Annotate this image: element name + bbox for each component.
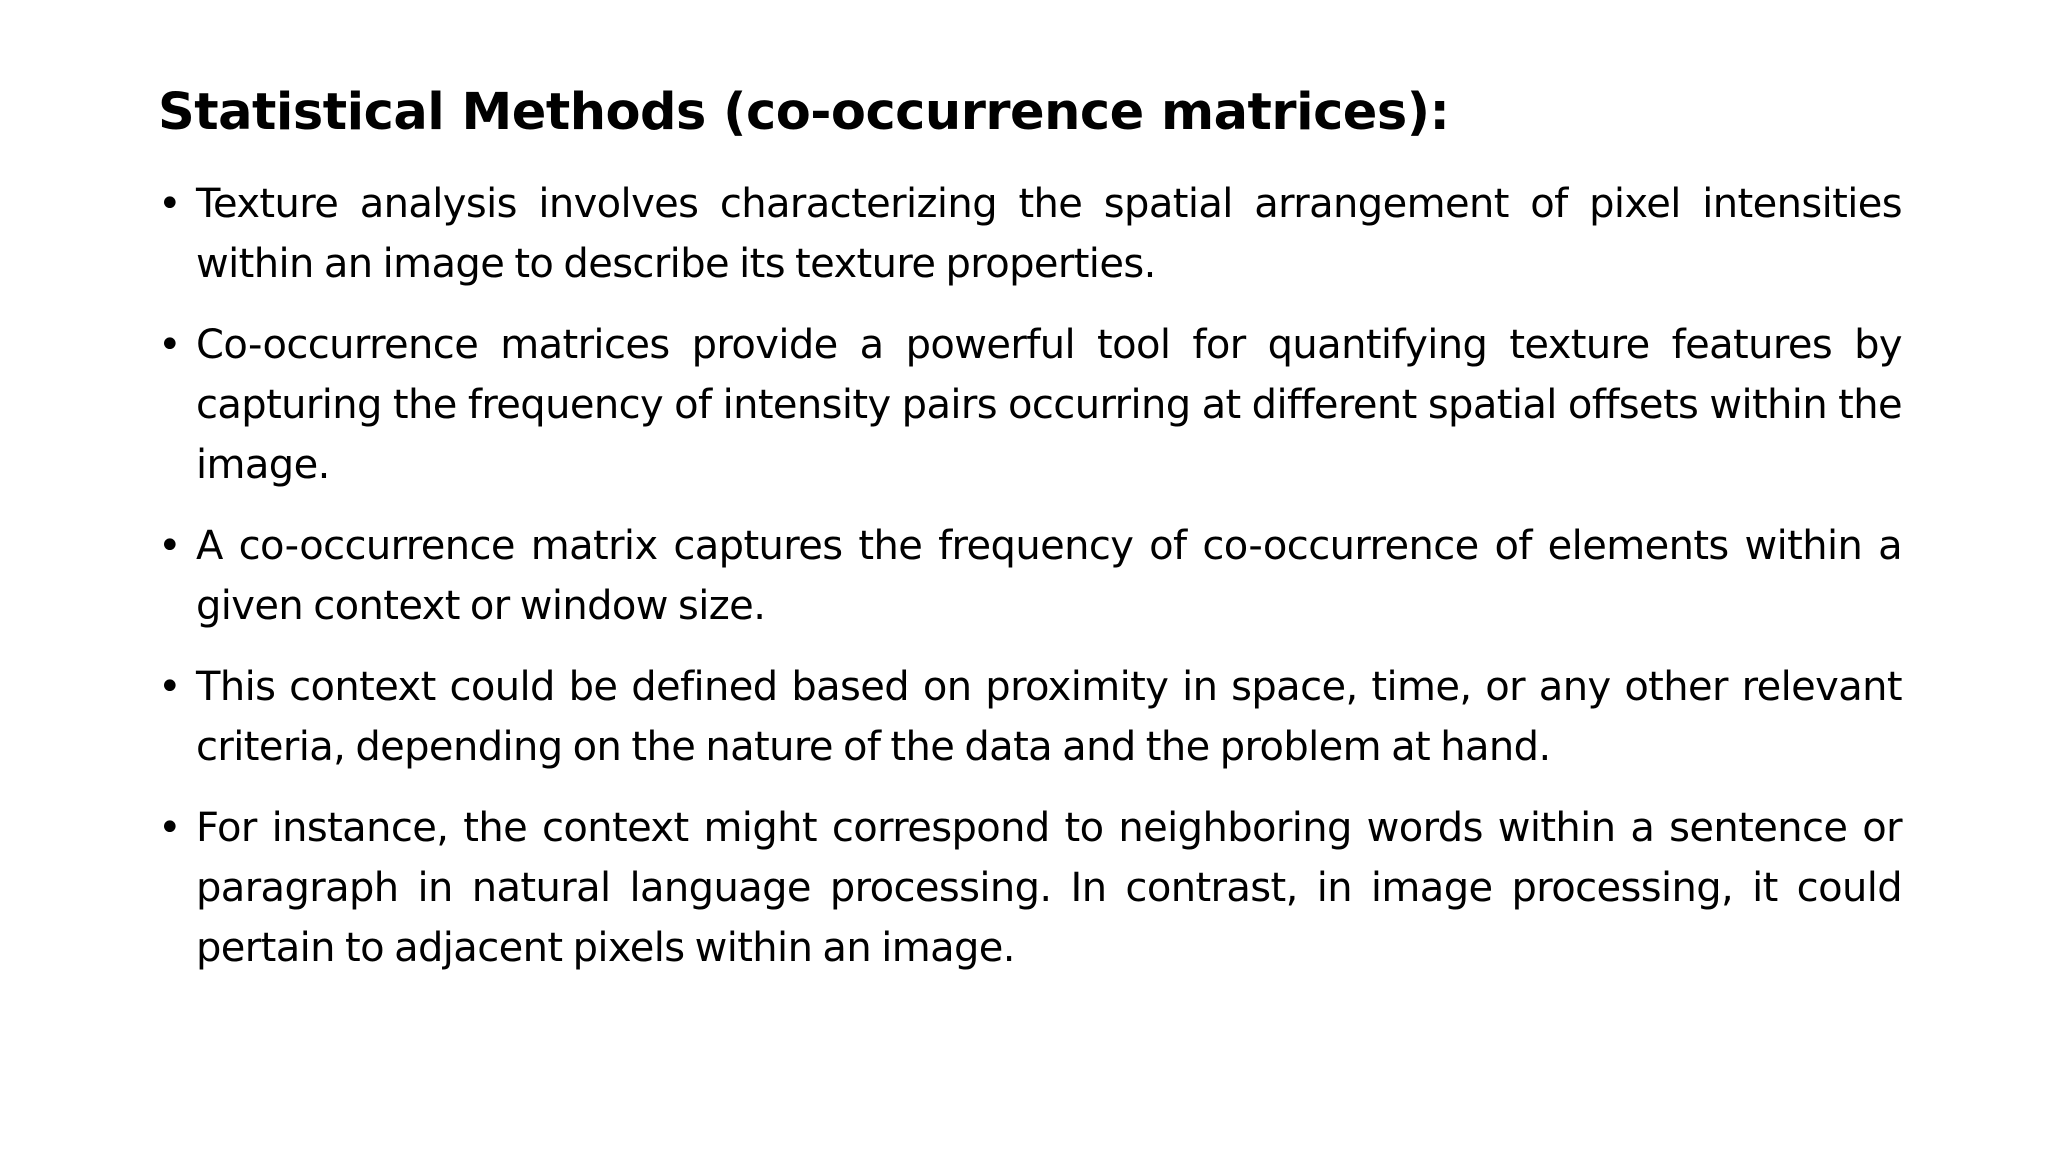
bullet-text: Co-occurrence matrices provide a powerful tool for quantifying texture features by capturing the frequency of intensity pairs occurring at different spatial offsets within the image. [196,322,1902,488]
bullet-icon: • [158,664,181,710]
bullet-icon: • [158,805,181,851]
bullet-item [158,315,1902,495]
bullet-text: A co-occurrence matrix captures the frequency of co-occurrence of elements within a given context or window size. [196,523,1902,629]
bullet-item [158,174,1902,294]
bullet-list [158,174,1902,999]
bullet-item [158,657,1902,777]
bullet-text: Texture analysis involves characterizing the spatial arrangement of pixel intensities within an image to describe its texture properties. [196,181,1902,287]
bullet-icon: • [158,523,181,569]
bullet-icon: • [158,322,181,368]
bullet-text: This context could be defined based on proximity in space, time, or any other relevant criteria, depending on the nature of the data and the problem at hand. [196,664,1902,770]
bullet-item [158,516,1902,636]
bullet-icon: • [158,181,181,227]
bullet-item [158,798,1902,978]
slide-title: Statistical Methods (co-occurrence matrices): [158,83,1450,142]
bullet-text: For instance, the context might correspond to neighboring words within a sentence or paragraph in natural language processing. In contrast, in image processing, it could pertain to adjacent pixels within an image. [196,805,1902,971]
